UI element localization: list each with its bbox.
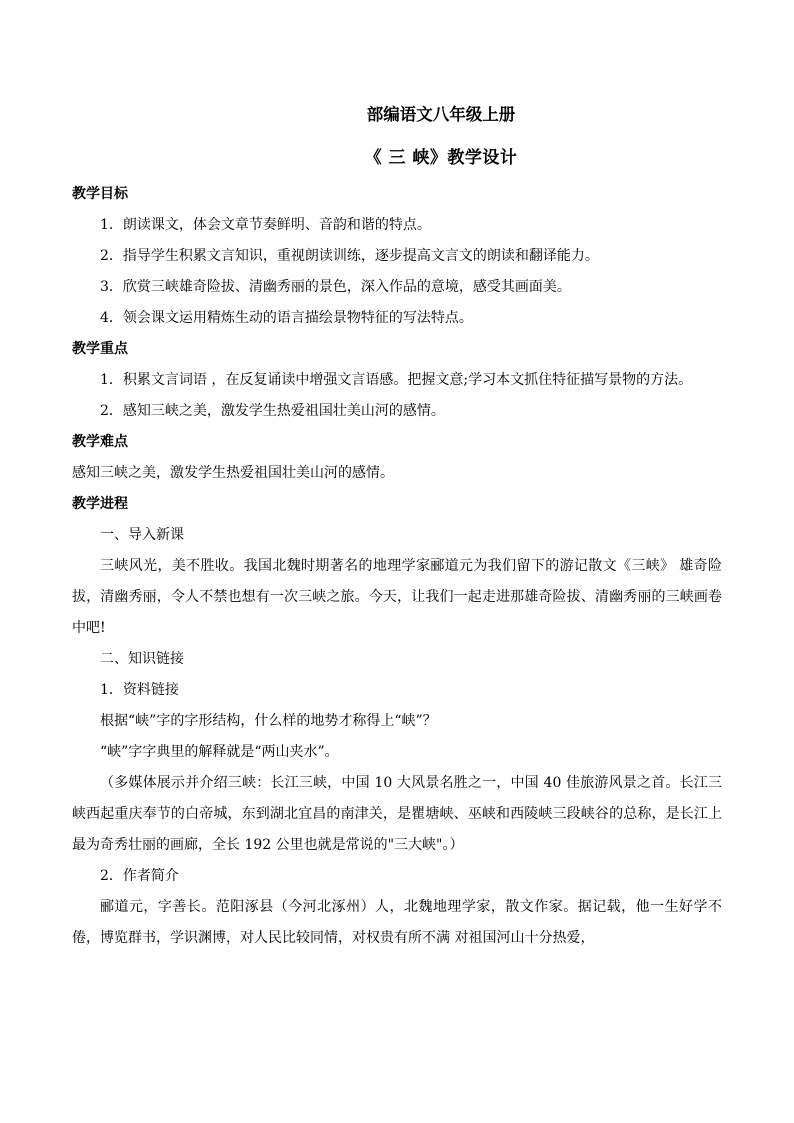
goal-item: 4．领会课文运用精炼生动的语言描绘景物特征的写法特点。 [100,310,473,326]
difficulty-text: 感知三峡之美，激发学生热爱祖国壮美山河的感情。 [72,465,394,481]
process-heading: 教学进程 [72,496,128,512]
resource-heading: 1．资料链接 [100,682,179,698]
goal-item: 3．欣赏三峡雄奇险拔、清幽秀丽的景色，深入作品的意境，感受其画面美。 [100,279,571,295]
resource-note: （多媒体展示并介绍三峡：长江三峡，中国 10 大风景名胜之一，中国 40 佳旅游风景之首。长江三峡西起重庆奉节的白帝城，东到湖北宜昌的南津关，是瞿塘峡、巫峡和西陵峡三段峡谷的总称，是长江上最为奇秀壮丽的画廊，全长 192 公里也就是常说的"三大峡"。） [72,775,722,853]
intro-heading: 一、导入新课 [100,527,184,543]
difficulty-heading: 教学难点 [72,434,128,450]
key-item: 1．积累文言词语 ，在反复诵读中增强文言语感。把握文意;学习本文抓住特征描写景物的方法。 [100,372,693,388]
goal-item: 1．朗读课文，体会文章节奏鲜明、音韵和谐的特点。 [100,217,431,233]
link-heading: 二、知识链接 [100,651,184,667]
document-title: 部编语文八年级上册 [366,105,516,124]
document-subtitle: 《 三 峡》教学设计 [364,148,518,168]
author-heading: 2．作者简介 [100,868,179,884]
intro-text: 三峡风光，美不胜收。我国北魏时期著名的地理学家郦道元为我们留下的游记散文《三峡》 雄奇险拔，清幽秀丽，令人不禁也想有一次三峡之旅。今天，让我们一起走进那雄奇险拔、清幽秀丽的三峡画卷中吧! [72,558,722,636]
resource-question: 根据“峡”字的字形结构，什么样的地势才称得上“峡”？ [100,713,437,729]
goals-heading: 教学目标 [72,186,128,202]
key-heading: 教学重点 [72,341,128,357]
key-item: 2．感知三峡之美，激发学生热爱祖国壮美山河的感情。 [100,403,445,419]
resource-answer: “峡”字字典里的解释就是“两山夹水”。 [100,744,339,760]
document-page [72,100,722,954]
goal-item: 2．指导学生积累文言知识，重视朗读训练，逐步提高文言文的朗读和翻译能力。 [100,248,599,264]
author-text: 郦道元，字善长。范阳涿县（今河北涿州）人，北魏地理学家，散文作家。据记载，他一生好学不倦，博览群书，学识渊博，对人民比较同情，对权贵有所不满 对祖国河山十分热爱， [72,899,722,946]
